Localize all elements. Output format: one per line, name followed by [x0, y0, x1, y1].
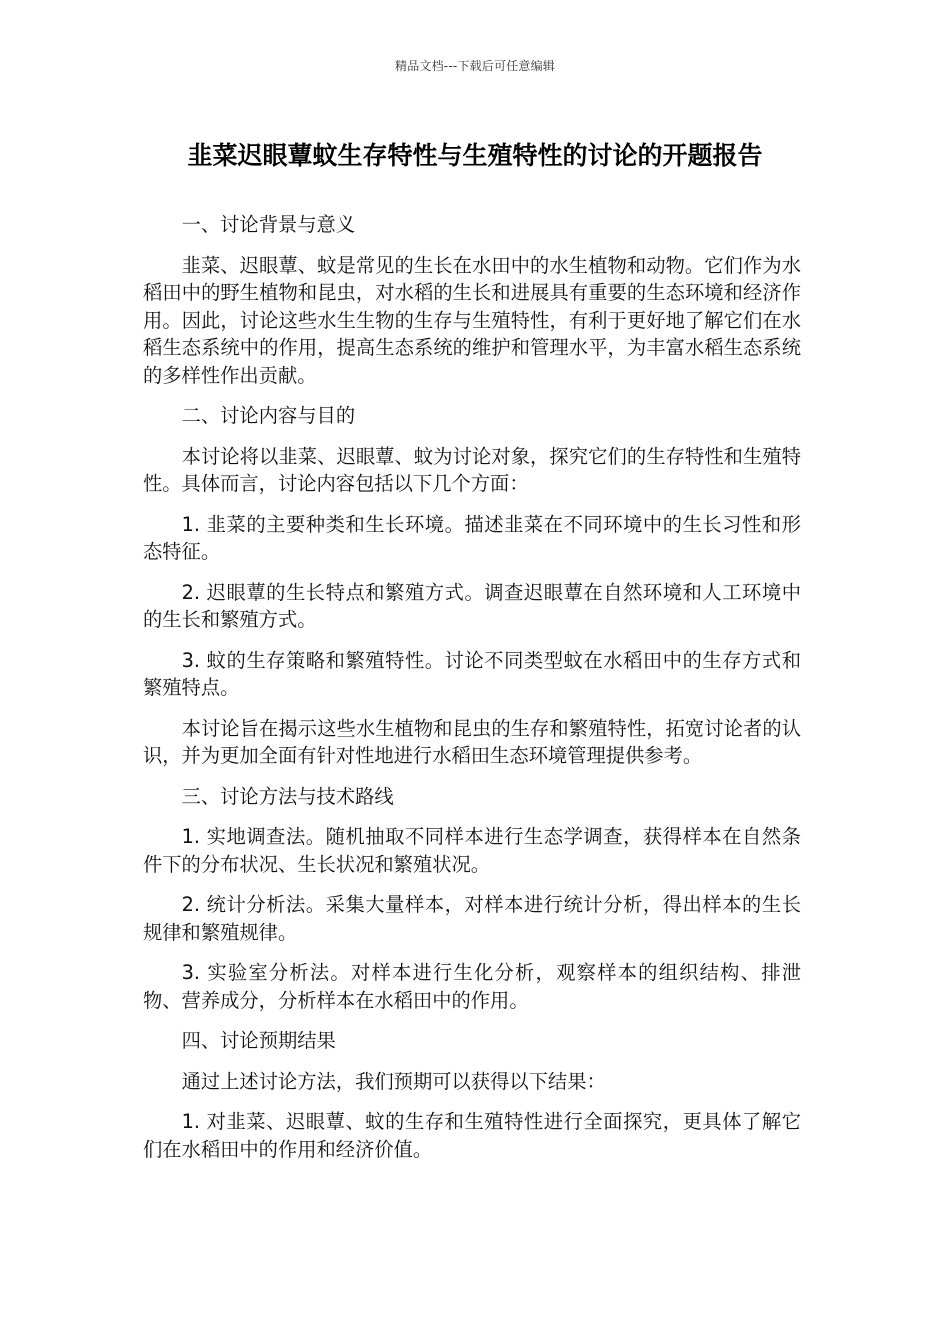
list-item-method-2: 2. 统计分析法。采集大量样本，对样本进行统计分析，得出样本的生长规律和繁殖规律。: [143, 893, 801, 944]
list-item-content-1: 1. 韭菜的主要种类和生长环境。描述韭菜在不同环境中的生长习性和形态特征。: [143, 512, 801, 563]
list-item-result-1: 1. 对韭菜、迟眼蕈、蚊的生存和生殖特性进行全面探究，更具体了解它们在水稻田中的作用和经济价值。: [143, 1110, 801, 1161]
header-note: 精品文档---下载后可任意编辑: [395, 59, 555, 73]
list-item-method-3: 3. 实验室分析法。对样本进行生化分析，观察样本的组织结构、排泄物、营养成分，分析样本在水稻田中的作用。: [143, 961, 801, 1012]
list-item-method-1: 1. 实地调查法。随机抽取不同样本进行生态学调查，获得样本在自然条件下的分布状况、生长状况和繁殖状况。: [143, 825, 801, 876]
list-item-content-3: 3. 蚊的生存策略和繁殖特性。讨论不同类型蚊在水稻田中的生存方式和繁殖特点。: [143, 648, 801, 699]
section-heading-content: 二、讨论内容与目的: [181, 404, 356, 427]
paragraph-background: 韭菜、迟眼蕈、蚊是常见的生长在水田中的水生植物和动物。它们作为水稻田中的野生植物和昆虫，对水稻的生长和进展具有重要的生态环境和经济作用。因此，讨论这些水生生物的生存与生殖特性，有利于更好地了解它们在水稻生态系统中的作用，提高生态系统的维护和管理水平，为丰富水稻生态系统的多样性作出贡献。: [143, 253, 801, 387]
document-title: 韭菜迟眼蕈蚊生存特性与生殖特性的讨论的开题报告: [187, 141, 763, 170]
document-body: [143, 211, 801, 1176]
section-heading-methods: 三、讨论方法与技术路线: [181, 784, 394, 808]
paragraph-content-aim: 本讨论旨在揭示这些水生植物和昆虫的生存和繁殖特性，拓宽讨论者的认识，并为更加全面有针对性地进行水稻田生态环境管理提供参考。: [143, 716, 801, 767]
list-item-content-2: 2. 迟眼蕈的生长特点和繁殖方式。调查迟眼蕈在自然环境和人工环境中的生长和繁殖方式。: [143, 580, 801, 631]
section-heading-results: 四、讨论预期结果: [181, 1029, 336, 1052]
section-heading-background: 一、讨论背景与意义: [181, 213, 356, 236]
paragraph-results-intro: 通过上述讨论方法，我们预期可以获得以下结果：: [181, 1069, 606, 1093]
paragraph-content-intro: 本讨论将以韭菜、迟眼蕈、蚊为讨论对象，探究它们的生存特性和生殖特性。具体而言，讨论内容包括以下几个方面：: [143, 444, 801, 495]
